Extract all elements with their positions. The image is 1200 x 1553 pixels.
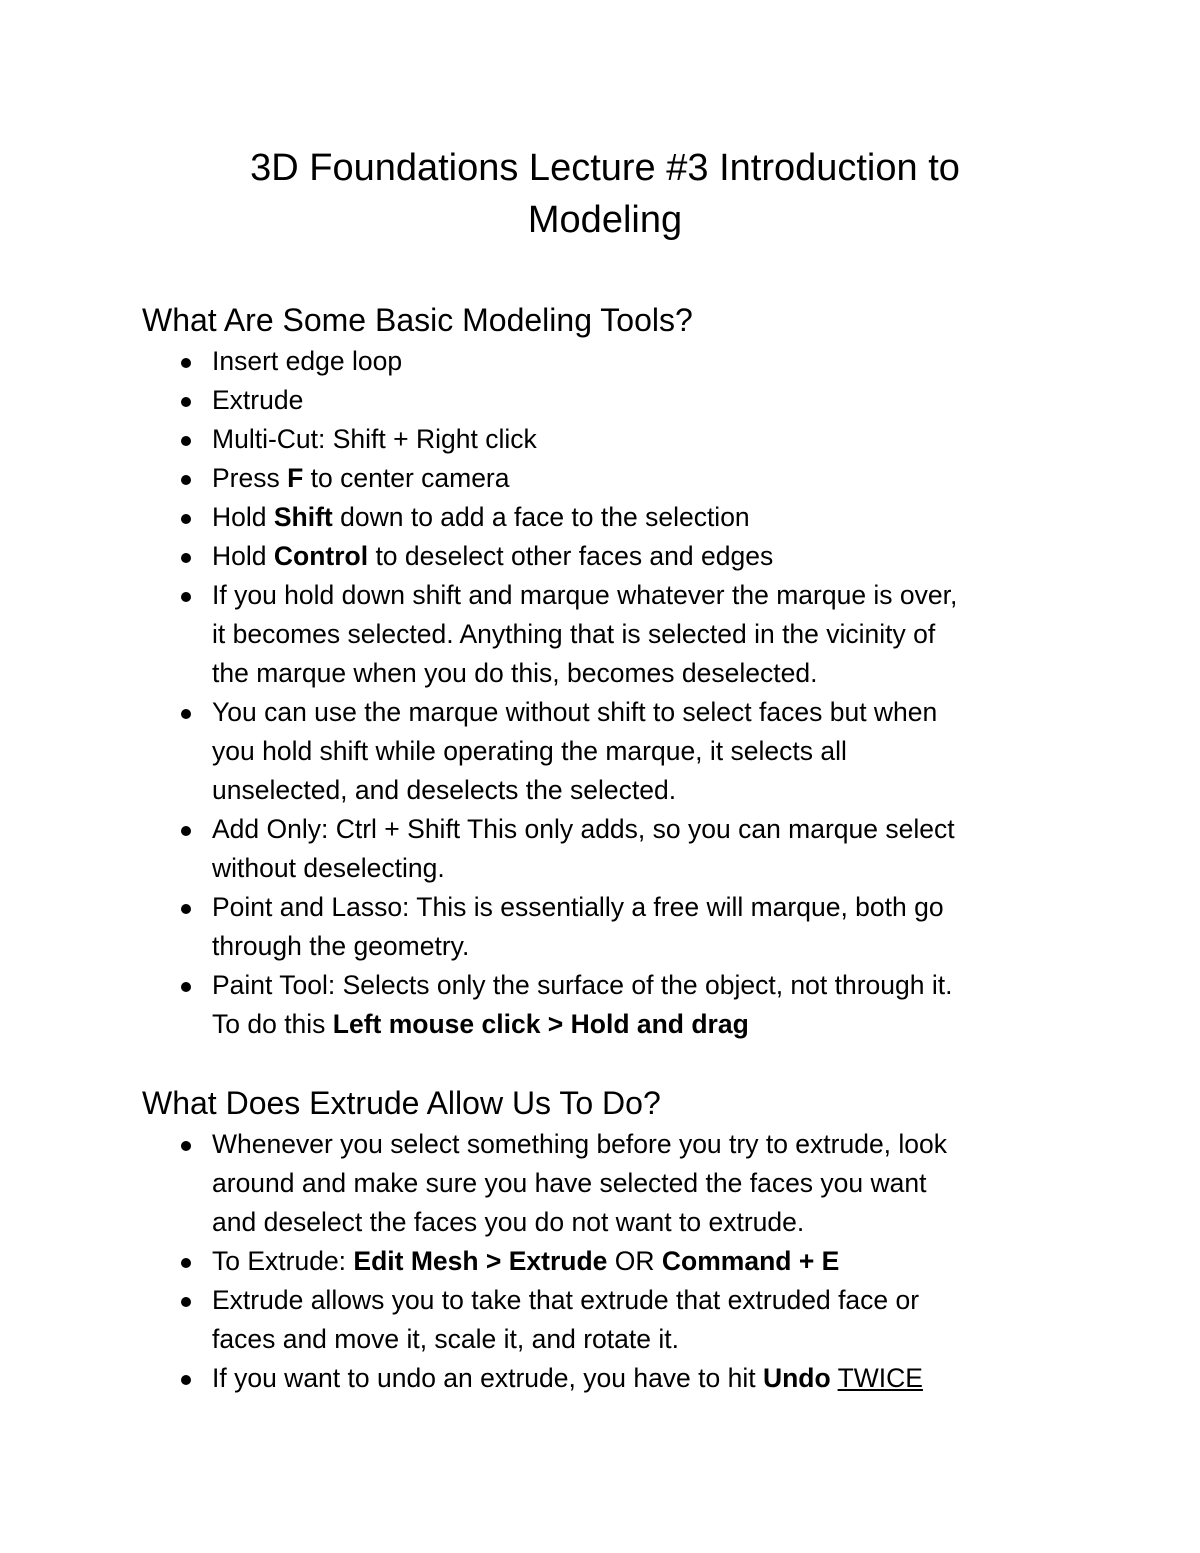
bold-text: Shift [273, 502, 333, 532]
section-heading: What Does Extrude Allow Us To Do? [142, 1085, 661, 1121]
bullet-icon [181, 1141, 191, 1151]
text-run: to center camera [303, 463, 510, 493]
bullet-icon [181, 982, 191, 992]
bullet-icon [181, 1375, 191, 1385]
list-item [142, 576, 1062, 693]
text-run: down to add a face to the selection [332, 502, 750, 532]
list-item [142, 1359, 1062, 1398]
bold-text: Command + E [661, 1246, 840, 1276]
text-line: and deselect the faces you do not want to extrude. [212, 1207, 805, 1237]
list-item [142, 342, 1062, 381]
list-item [142, 966, 1062, 1044]
list-item [142, 420, 1062, 459]
bullet-icon [181, 397, 191, 407]
text-line: without deselecting. [212, 853, 445, 883]
list-item [142, 693, 1062, 810]
text-line: You can use the marque without shift to select faces but when [212, 697, 938, 727]
list-item [142, 381, 1062, 420]
bold-text: Left mouse click > Hold and drag [332, 1009, 749, 1039]
bullet-icon [181, 709, 191, 719]
bullet-icon [181, 1258, 191, 1268]
text-line: the marque when you do this, becomes deselected. [212, 658, 818, 688]
list-item [142, 1242, 1062, 1281]
section-modeling-tools [142, 298, 1062, 1044]
list-item [142, 810, 1062, 888]
bullet-icon [181, 514, 191, 524]
bold-text: F [287, 463, 304, 493]
list-item-text: Multi-Cut: Shift + Right click [212, 424, 537, 454]
underlined-text: TWICE [837, 1363, 923, 1393]
bullet-icon [181, 436, 191, 446]
text-run: To Extrude: [212, 1246, 354, 1276]
text-line: Whenever you select something before you try to extrude, look [212, 1129, 948, 1159]
bullet-icon [181, 592, 191, 602]
list-item-text: Extrude [212, 385, 304, 415]
list-item [142, 537, 1062, 576]
text-line: Add Only: Ctrl + Shift This only adds, so you can marque select [212, 814, 955, 844]
title-line-1: 3D Foundations Lecture #3 Introduction to [250, 147, 960, 189]
section-heading: What Are Some Basic Modeling Tools? [142, 302, 693, 338]
text-run: Hold [212, 502, 274, 532]
text-run: to deselect other faces and edges [368, 541, 774, 571]
bullet-list [142, 342, 1062, 1044]
text-run [831, 1363, 838, 1393]
text-line: you hold shift while operating the marque, it selects all [212, 736, 847, 766]
bullet-icon [181, 904, 191, 914]
text-run: If you want to undo an extrude, you have to hit [212, 1363, 763, 1393]
title-line-2: Modeling [527, 199, 683, 241]
list-item-text: Insert edge loop [212, 346, 403, 376]
text-line: it becomes selected. Anything that is selected in the vicinity of [212, 619, 936, 649]
bullet-icon [181, 1297, 191, 1307]
list-item [142, 1281, 1062, 1359]
list-item [142, 459, 1062, 498]
bullet-icon [181, 826, 191, 836]
list-item [142, 888, 1062, 966]
bullet-icon [181, 358, 191, 368]
text-line: faces and move it, scale it, and rotate it. [212, 1324, 679, 1354]
text-line: Paint Tool: Selects only the surface of the object, not through it. [212, 970, 953, 1000]
text-run: Hold [212, 541, 274, 571]
list-item [142, 498, 1062, 537]
text-line: Point and Lasso: This is essentially a free will marque, both go [212, 892, 944, 922]
bold-text: Control [273, 541, 369, 571]
document-title [180, 142, 1030, 246]
list-item [142, 1125, 1062, 1242]
text-line: unselected, and deselects the selected. [212, 775, 677, 805]
text-run: Press [212, 463, 288, 493]
bullet-list [142, 1125, 1062, 1398]
text-line: If you hold down shift and marque whatever the marque is over, [212, 580, 958, 610]
text-line: around and make sure you have selected the faces you want [212, 1168, 927, 1198]
text-run: OR [607, 1246, 662, 1276]
text-line: through the geometry. [212, 931, 470, 961]
bold-text: Undo [762, 1363, 831, 1393]
section-extrude [142, 1081, 1062, 1398]
bullet-icon [181, 475, 191, 485]
text-run: To do this [212, 1009, 333, 1039]
text-line: Extrude allows you to take that extrude that extruded face or [212, 1285, 920, 1315]
bold-text: Edit Mesh > Extrude [353, 1246, 608, 1276]
bullet-icon [181, 553, 191, 563]
